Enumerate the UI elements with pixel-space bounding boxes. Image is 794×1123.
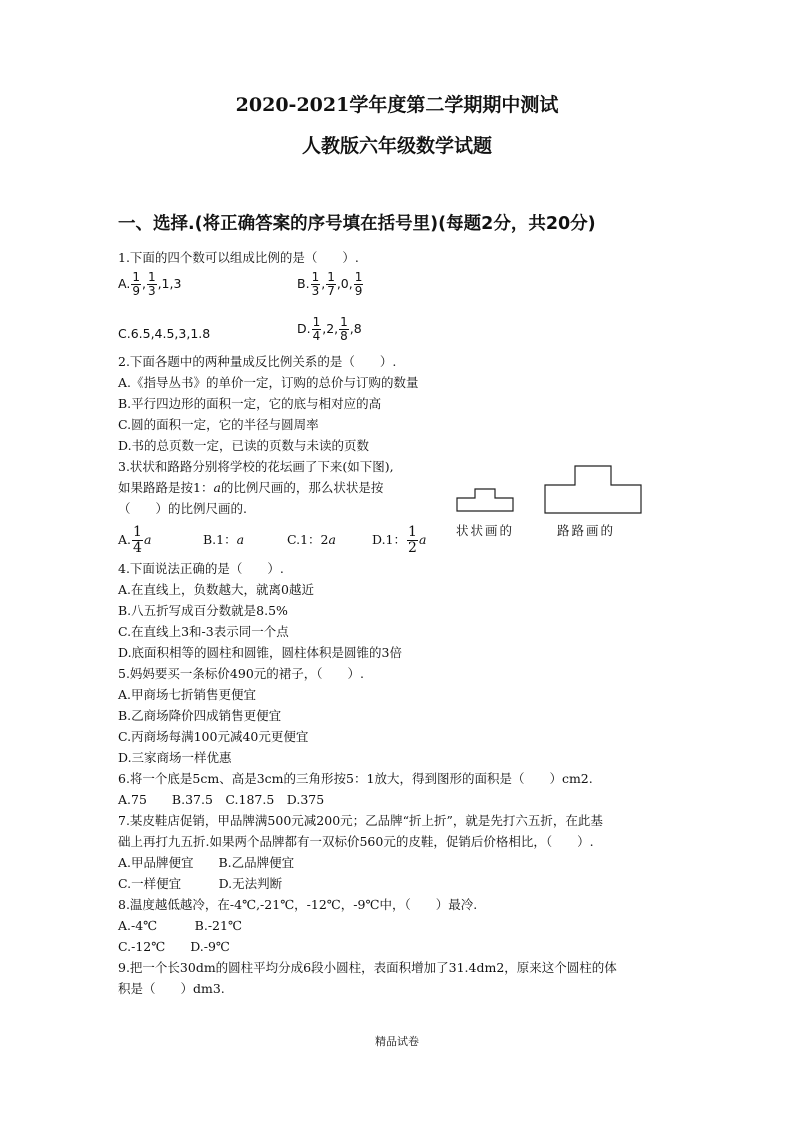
zhuangzhuang-drawing: [455, 478, 535, 514]
q6-options: A.75 B.37.5 C.187.5 D.375: [118, 792, 325, 807]
lulu-drawing: [543, 463, 647, 515]
q1-option-c: C.6.5,4.5,3,1.8: [118, 326, 211, 341]
q4-option-d: D.底面积相等的圆柱和圆锥，圆柱体积是圆锥的3倍: [118, 645, 403, 660]
question-7-line2: 础上再打九五折.如果两个品牌都有一双标价560元的皮鞋，促销后价格相比，（ ）.: [118, 834, 594, 849]
q4-option-a: A.在直线上，负数越大，就离0越近: [118, 582, 314, 597]
question-8-stem: 8.温度越低越冷，在-4℃,-21℃，-12℃，-9℃中，（ ）最冷.: [118, 897, 478, 912]
q2-option-a: A.《指导丛书》的单价一定，订购的总价与订购的数量: [118, 375, 419, 390]
q2-option-b: B.平行四边形的面积一定，它的底与相对应的高: [118, 396, 382, 411]
question-7-line1: 7.某皮鞋店促销，甲品牌满500元减200元；乙品牌“折上折”，就是先打六五折，在此基: [118, 813, 603, 828]
q5-option-d: D.三家商场一样优惠: [118, 750, 232, 765]
q1-option-d: D. $\frac{1}{4}$ ,2, $\frac{1}{8}$ ,8: [297, 315, 362, 343]
q8-options-cd: C.-12℃ D.-9℃: [118, 939, 230, 954]
q5-option-b: B.乙商场降价四成销售更便宜: [118, 708, 282, 723]
q3-option-d: D.1： $\frac{1}{2}$ a: [372, 524, 427, 556]
q4-option-c: C.在直线上3和-3表示同一个点: [118, 624, 289, 639]
lulu-caption: 路路画的: [557, 523, 616, 538]
q1-option-b: B. $\frac{1}{3}$ , $\frac{1}{7}$ ,0, $\frac{1}{9}$: [297, 270, 363, 298]
section-heading: 一、选择.(将正确答案的序号填在括号里)(每题2分，共20分): [118, 214, 596, 234]
question-4-stem: 4.下面说法正确的是（ ）.: [118, 561, 284, 576]
question-9-line2: 积是（ ）dm3.: [118, 981, 225, 996]
question-3-line1: 3.状状和路路分别将学校的花坛画了下来(如下图),: [118, 459, 394, 474]
question-1-stem: 1.下面的四个数可以组成比例的是（ ）.: [118, 250, 359, 265]
q1-option-a: A. $\frac{1}{9}$ , $\frac{1}{3}$ ,1,3: [118, 270, 182, 298]
page-subtitle: 人教版六年级数学试题: [301, 135, 492, 157]
q5-option-c: C.丙商场每满100元减40元更便宜: [118, 729, 309, 744]
q5-option-a: A.甲商场七折销售更便宜: [118, 687, 257, 702]
question-2-stem: 2.下面各题中的两种量成反比例关系的是（ ）.: [118, 354, 397, 369]
question-3-line3: （ ）的比例尺画的.: [118, 501, 247, 516]
zhuangzhuang-caption: 状状画的: [456, 523, 515, 538]
question-6-stem: 6.将一个底是5cm、高是3cm的三角形按5：1放大，得到图形的面积是（ ）cm2.: [118, 771, 593, 786]
page-footer: 精品试卷: [375, 1035, 419, 1048]
q2-option-c: C.圆的面积一定，它的半径与圆周率: [118, 417, 319, 432]
q3-option-b: B.1：a: [203, 532, 245, 547]
question-9-line1: 9.把一个长30dm的圆柱平均分成6段小圆柱，表面积增加了31.4dm2，原来这个圆柱的体: [118, 960, 617, 975]
q7-options-ab: A.甲品牌便宜 B.乙品牌便宜: [118, 855, 295, 870]
question-5-stem: 5.妈妈要买一条标价490元的裙子，（ ）.: [118, 666, 365, 681]
q4-option-b: B.八五折写成百分数就是8.5%: [118, 603, 288, 618]
q3-option-c: C.1：2a: [287, 532, 336, 547]
q7-options-cd: C.一样便宜 D.无法判断: [118, 876, 283, 891]
q3-option-a: A. $\frac{1}{4}$ a: [118, 524, 152, 556]
question-3-line2: 如果路路是按1：a的比例尺画的，那么状状是按: [118, 480, 384, 495]
q2-option-d: D.书的总页数一定，已读的页数与未读的页数: [118, 438, 370, 453]
q8-options-ab: A.-4℃ B.-21℃: [118, 918, 242, 933]
page-title: 2020-2021学年度第二学期期中测试: [235, 94, 559, 116]
